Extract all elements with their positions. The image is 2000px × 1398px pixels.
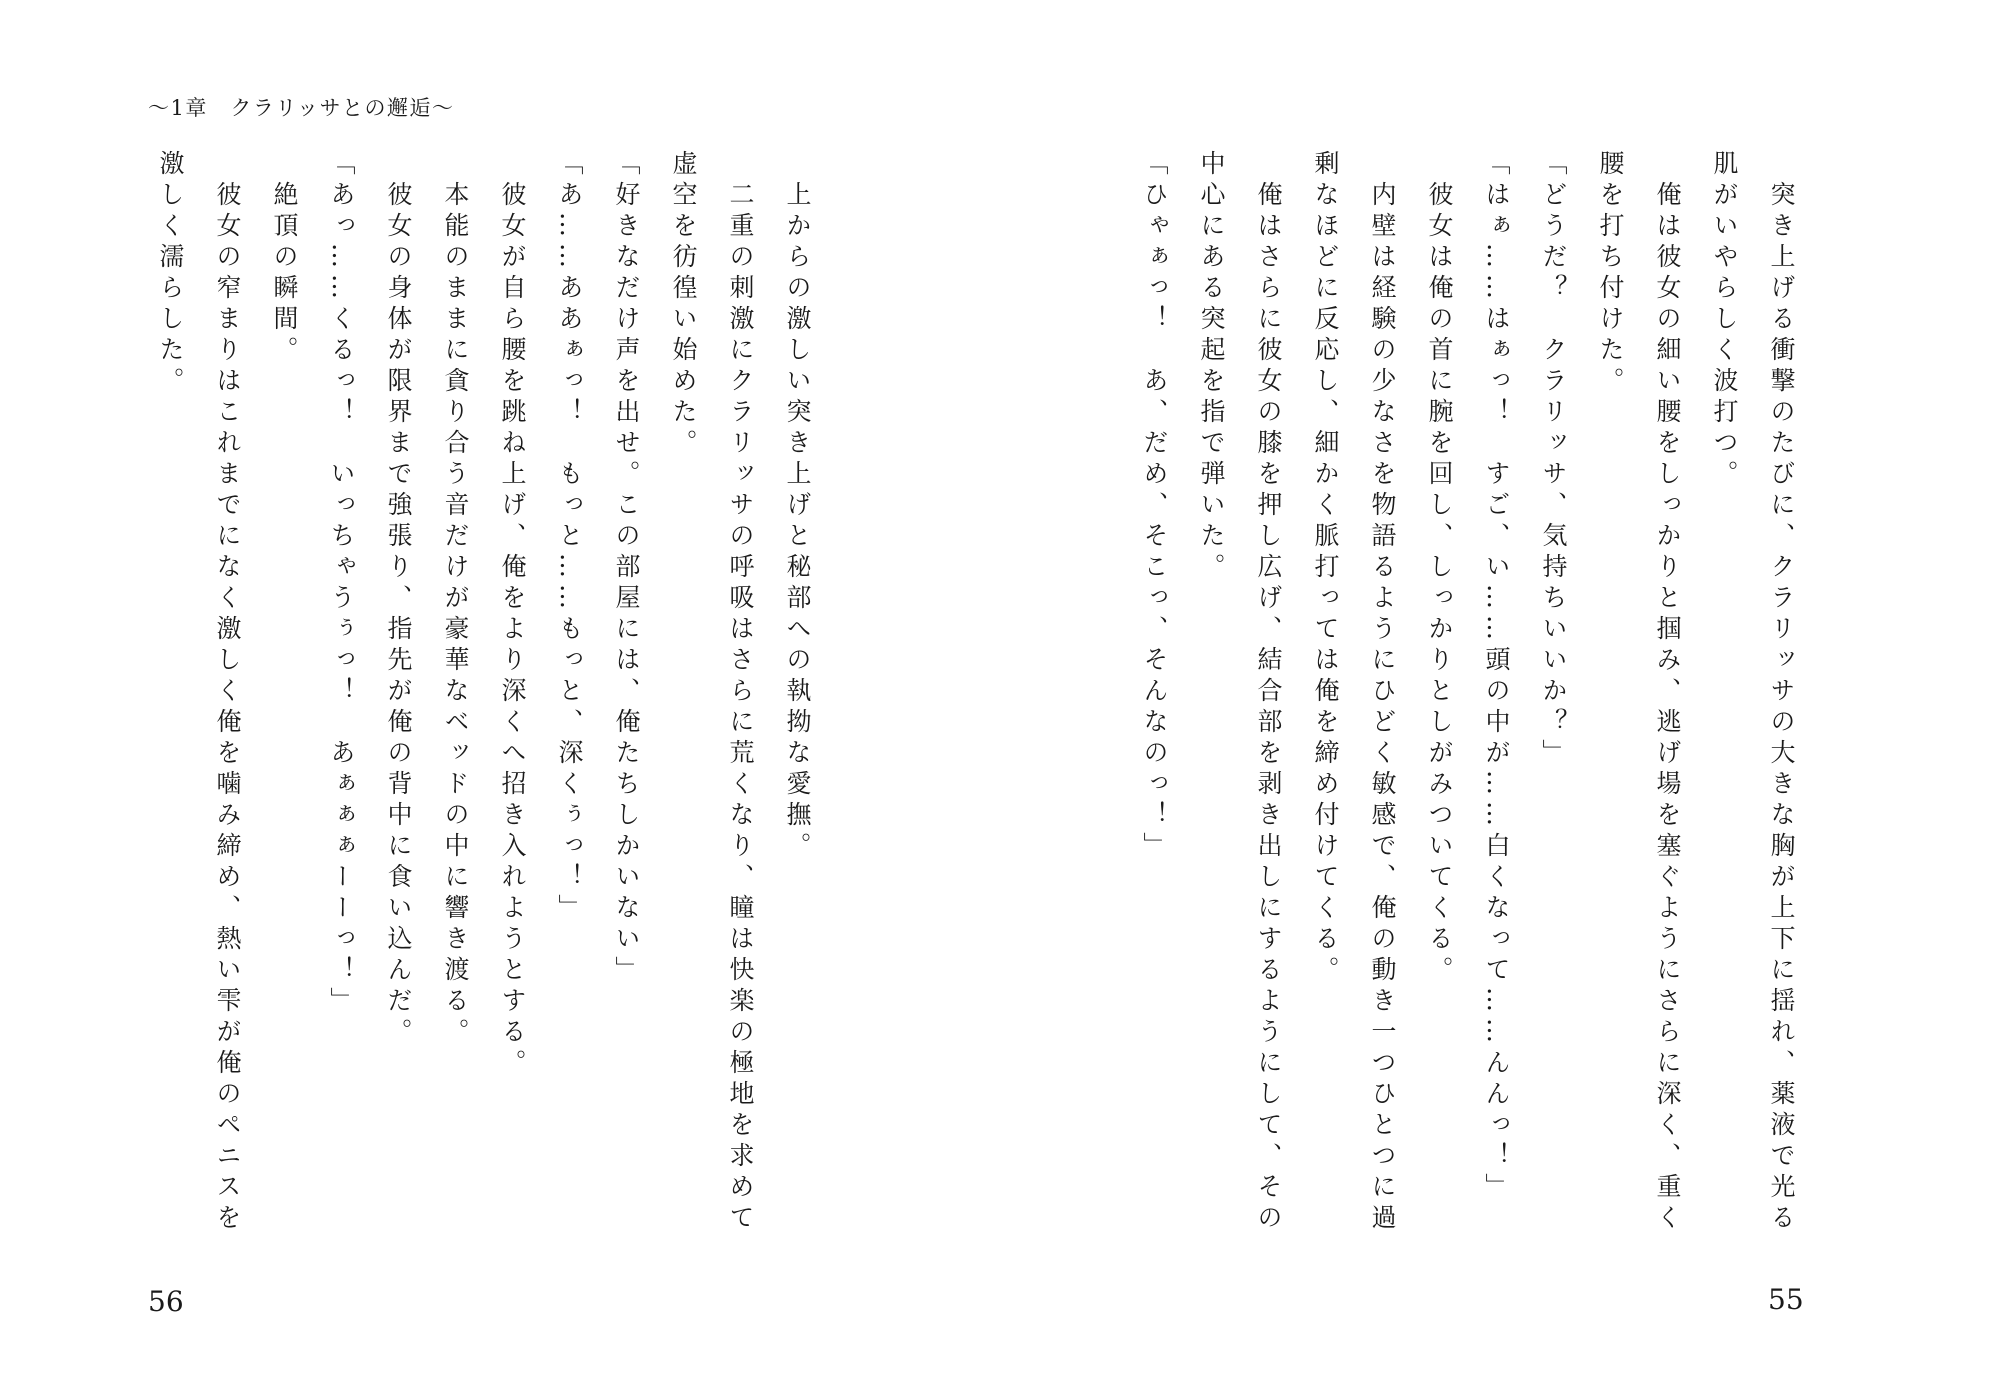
paragraph: 彼女の身体が限界まで強張り、指先が俺の背中に食い込んだ。	[384, 181, 413, 1049]
paragraph: 絶頂の瞬間。	[270, 181, 299, 367]
paragraph: 「あっ……くるっ！ いっちゃうぅっ！ あぁぁぁーーっ！」	[327, 150, 356, 1018]
paragraph: 「どうだ？ クラリッサ、気持ちいいか？」	[1539, 150, 1568, 770]
paragraph: 彼女が自ら腰を跳ね上げ、俺をより深くへ招き入れようとする。	[498, 181, 527, 1080]
chapter-header: 〜1章 クラリッサとの邂逅〜	[148, 96, 455, 120]
paragraph: 「ひゃぁっ！ あ、だめ、そこっ、そんなのっ！」	[1140, 150, 1169, 863]
paragraph: 「はぁ……はぁっ！ すご、い……頭の中が……白くなって……んんっ！」	[1482, 150, 1511, 1204]
page-number-right: 55	[1768, 1283, 1804, 1316]
left-page-text	[126, 150, 826, 1238]
paragraph: 彼女は俺の首に腕を回し、しっかりとしがみついてくる。	[1425, 181, 1454, 987]
right-page-text	[1110, 150, 1810, 1238]
paragraph: 二重の刺激にクラリッサの呼吸はさらに荒くなり、瞳は快楽の極地を求めて虚空を彷徨い始めた。	[669, 150, 755, 1235]
paragraph: 俺はさらに彼女の膝を押し広げ、結合部を剥き出しにするようにして、その中心にある突起を指で弾いた。	[1197, 150, 1283, 1235]
paragraph: 「好きなだけ声を出せ。この部屋には、俺たちしかいない」	[612, 150, 641, 987]
paragraph: 俺は彼女の細い腰をしっかりと掴み、逃げ場を塞ぐようにさらに深く、重く腰を打ち付けた。	[1596, 150, 1682, 1235]
paragraph: 彼女の窄まりはこれまでになく激しく俺を噛み締め、熱い雫が俺のペニスを激しく濡らした。	[156, 150, 242, 1235]
paragraph: 上からの激しい突き上げと秘部への執拗な愛撫。	[783, 181, 812, 863]
paragraph: 突き上げる衝撃のたびに、クラリッサの大きな胸が上下に揺れ、薬液で光る肌がいやらしく波打つ。	[1710, 150, 1796, 1235]
paragraph: 本能のままに貪り合う音だけが豪華なベッドの中に響き渡る。	[441, 181, 470, 1049]
paragraph: 内壁は経験の少なさを物語るようにひどく敏感で、俺の動き一つひとつに過剰なほどに反応し、細かく脈打っては俺を締め付けてくる。	[1311, 150, 1397, 1235]
page-number-left: 56	[148, 1285, 184, 1318]
paragraph: 「あ……ああぁっ！ もっと……もっと、深くぅっ！」	[555, 150, 584, 925]
